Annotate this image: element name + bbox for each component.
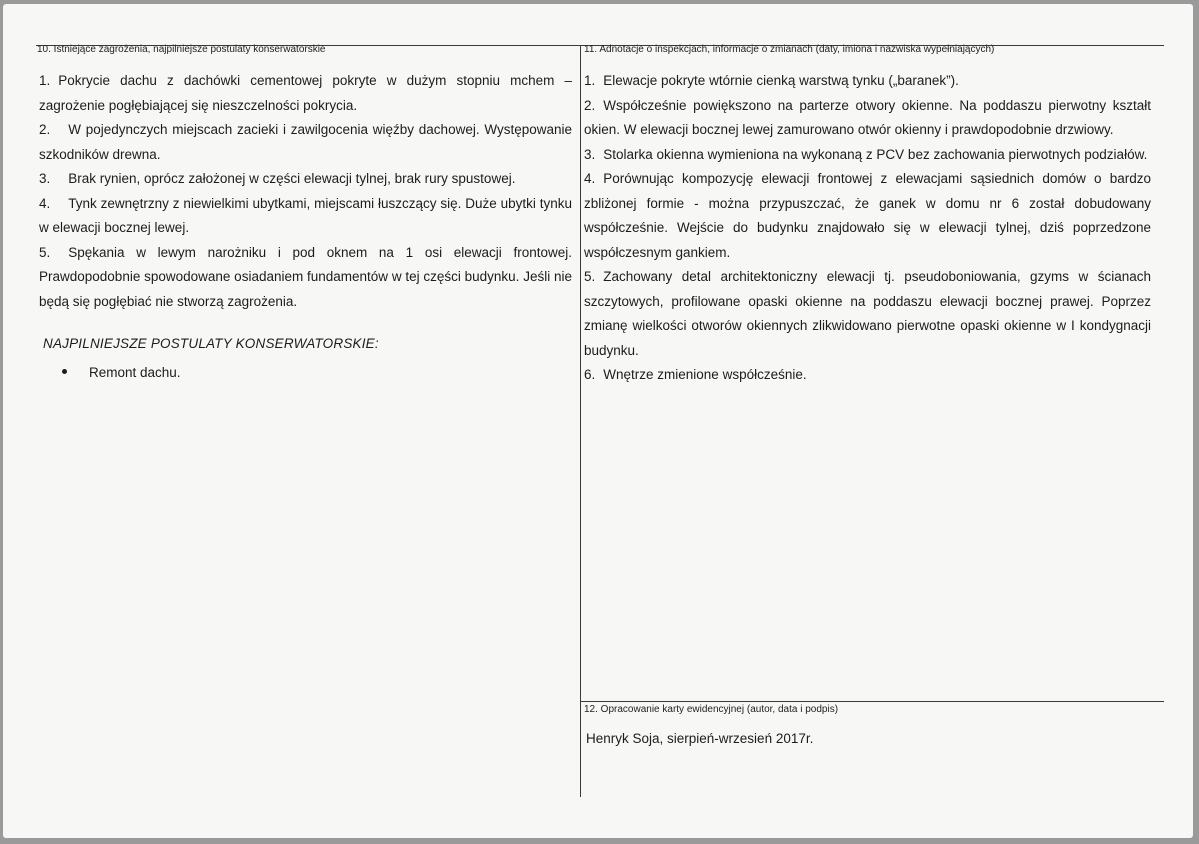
threat-item: 5. Spękania w lewym narożniku i pod oknem na 1 osi elewacji frontowej. Prawdopodobnie spowodowane osiadaniem fundamentów w tej części budynku. Jeśli nie będą się pogłębiać nie stworzą zagrożenia. [39, 244, 572, 309]
section-11-label: 11. Adnotacje o inspekcjach, informacje o zmianach (daty, imiona i nazwiska wypełniających) [584, 44, 995, 55]
annotation-item: 5. Zachowany detal architektoniczny elewacji tj. pseudoboniowania, gzyms w ścianach szczytowych, profilowane opaski okienne na poddaszu elewacji bocznej prawej. Poprzez zmianę wielkości otworów okiennych zlikwidowano pierwotne opaski okienne w I kondygnacji budynku. [584, 269, 1151, 358]
postulate-item: Remont dachu. [62, 365, 181, 380]
threat-item: 3. Brak rynien, oprócz założonej w części elewacji tylnej, brak rury spustowej. [39, 171, 516, 186]
section-10-label: 10. Istniejące zagrożenia, najpilniejsze postulaty konserwatorskie [37, 44, 326, 55]
annotation-item: 6. Wnętrze zmienione współcześnie. [584, 367, 807, 382]
threat-item: 2. W pojedynczych miejscach zacieki i zawilgocenia więźby dachowej. Występowanie szkodników drewna. [39, 122, 572, 162]
annotation-item: 3. Stolarka okienna wymieniona na wykonaną z PCV bez zachowania pierwotnych podziałów. [584, 146, 1148, 162]
annotation-item: 2. Współcześnie powiększono na parterze otwory okienne. Na poddaszu pierwotny kształt okien. W elewacji bocznej lewej zamurowano otwór okienny i prawdopodobnie drzwiowy. [584, 97, 1151, 137]
section-12-label: 12. Opracowanie karty ewidencyjnej (autor, data i podpis) [584, 704, 839, 715]
threat-item: 4. Tynk zewnętrzny z niewielkimi ubytkami, miejscami łuszczący się. Duże ubytki tynku w elewacji bocznej lewej. [39, 195, 572, 235]
section-12-rule [580, 701, 1164, 702]
bullet-icon [62, 369, 67, 374]
annotation-item: 1. Elewacje pokryte wtórnie cienką warstwą tynku („baranek”). [584, 73, 959, 88]
author-signature: Henryk Soja, sierpień-wrzesień 2017r. [586, 731, 814, 746]
column-divider [580, 45, 581, 797]
postulates-heading: NAJPILNIEJSZE POSTULATY KONSERWATORSKIE: [43, 336, 379, 351]
annotations-list [584, 69, 1151, 388]
annotation-item: 4. Porównując kompozycję elewacji frontowej z elewacjami sąsiednich domów o bardzo zbliżonej formie - można przypuszczać, że ganek w domu nr 6 został dobudowany współcześnie. Wejście do budynku znajdowało się w elewacji tylnej, dziś poprzedzone współczesnym gankiem. [584, 171, 1151, 260]
threats-list [39, 69, 572, 314]
threat-item: 1. Pokrycie dachu z dachówki cementowej pokryte w dużym stopniu mchem – zagrożenie pogłębiającej się nieszczelności pokrycia. [39, 73, 572, 113]
